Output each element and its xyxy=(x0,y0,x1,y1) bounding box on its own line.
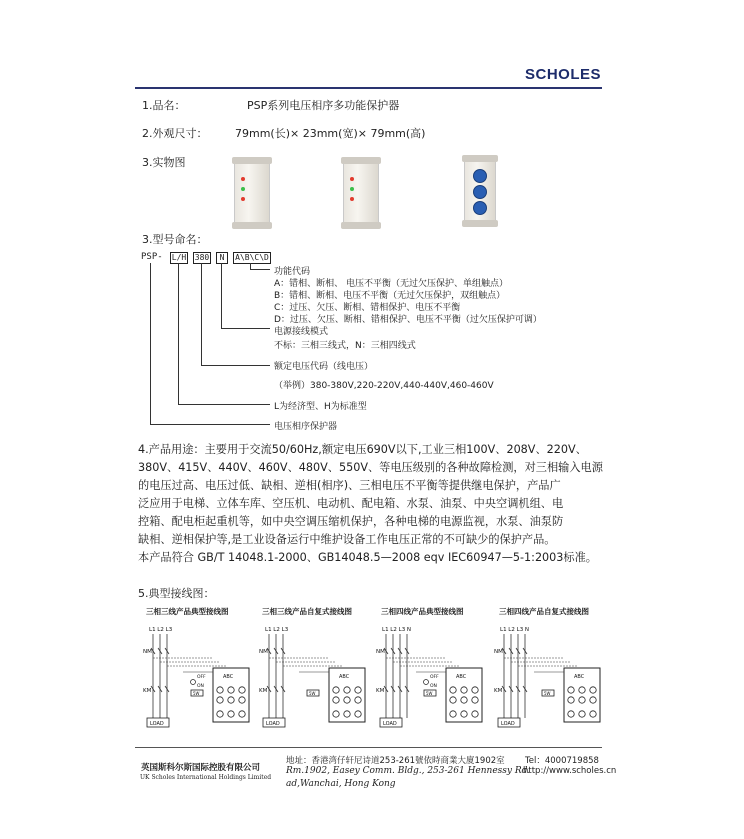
coil-label: 5W xyxy=(426,691,433,696)
model-box-function: A\B\C\D xyxy=(233,252,271,264)
on-label: ON xyxy=(430,684,437,689)
usage-line-7: 本产品符合 GB/T 14048.1-2000、GB14048.5—2008 eqv IEC60947—5-1:2003标准。 xyxy=(138,551,597,564)
connector-line xyxy=(201,263,202,365)
on-label: ON xyxy=(197,684,204,689)
model-box-voltage: 380 xyxy=(194,253,210,262)
wiring-title: 电源接线模式 xyxy=(274,327,329,337)
connector-line xyxy=(221,328,270,329)
photo-label: 3.实物图 xyxy=(142,156,186,169)
usage-line-5: 控箱、配电柜起重机等，如中央空调压缩机保护，各种电梯的电源监视，水泵、油泵防 xyxy=(138,515,564,528)
usage-line-3: 的电压过高、电压过低、缺相、逆相(相序)、三相电压不平衡等提供继电保护，产品广 xyxy=(138,479,561,492)
dim-value: 79mm(长)× 23mm(宽)× 79mm(高) xyxy=(235,127,426,140)
coil-label: 5W xyxy=(309,691,316,696)
connector-line xyxy=(150,263,151,424)
km-label: KM xyxy=(143,688,152,694)
product-photo-1 xyxy=(234,160,270,226)
footer-web[interactable]: http://www.scholes.cn xyxy=(523,766,617,776)
phase-labels: L1 L2 L3 xyxy=(265,627,289,633)
product-desc: 电压相序保护器 xyxy=(274,422,338,432)
wiring-diagram-2 xyxy=(259,620,371,732)
connector-line xyxy=(201,365,270,366)
footer-company-cn: 英国斯科尔斯国际控股有限公司 xyxy=(141,763,261,773)
diagram-section-label: 5.典型接线图： xyxy=(138,587,215,600)
km-label: KM xyxy=(259,688,268,694)
wiring-desc: 不标：三相三线式，N：三相四线式 xyxy=(274,341,416,351)
device-label: ABC xyxy=(574,674,585,680)
connector-line xyxy=(150,424,270,425)
footer-address-cn: 地址：香港湾仔轩尼诗道253-261號依時商業大廈1902室 xyxy=(286,756,505,766)
diagram-title-1: 三相三线产品典型接线图 xyxy=(146,607,229,616)
device-label: ABC xyxy=(339,674,350,680)
coil-label: 5W xyxy=(193,691,200,696)
footer-divider xyxy=(135,747,602,748)
func-a: A：错相、断相、 电压不平衡（无过欠压保护、单组触点） xyxy=(274,279,509,289)
switch-icon xyxy=(191,680,196,685)
footer-company-en: UK Scholes International Holdings Limited xyxy=(140,774,272,781)
coil-label: 5W xyxy=(544,691,551,696)
load-label: LOAD xyxy=(501,721,515,727)
connector-line xyxy=(221,263,222,328)
nm-label: NM xyxy=(143,649,152,655)
nm-label: NM xyxy=(376,649,385,655)
usage-line-4: 泛应用于电梯、立体车库、空压机、电动机、配电箱、水泵、油泵、中央空调机组、电 xyxy=(138,497,564,510)
phase-labels: L1 L2 L3 N xyxy=(500,627,530,633)
usage-line-1: 4.产品用途：主要用于交流50/60Hz,额定电压690V以下,工业三相100V、208V、220V、 xyxy=(138,443,587,456)
km-label: KM xyxy=(376,688,385,694)
func-c: C：过压、欠压、断相、错相保护、电压不平衡 xyxy=(274,303,461,313)
type-desc: L为经济型、H为标准型 xyxy=(274,402,367,412)
func-b: B：错相、断相、电压不平衡（无过欠压保护，双组触点） xyxy=(274,291,506,301)
load-label: LOAD xyxy=(383,721,397,727)
connector-line xyxy=(178,263,179,404)
km-label: KM xyxy=(494,688,503,694)
nm-label: NM xyxy=(259,649,268,655)
model-label: 3.型号命名： xyxy=(142,233,208,246)
model-box-type: L/H xyxy=(171,253,187,262)
connector-line xyxy=(250,269,270,270)
connector-line xyxy=(178,404,270,405)
usage-line-6: 缺相、逆相保护等,是工业设备运行中维护设备工作电压正常的不可缺少的保护产品。 xyxy=(138,533,556,546)
load-label: LOAD xyxy=(150,721,164,727)
func-title: 功能代码 xyxy=(274,267,311,277)
model-box-wiring: N xyxy=(216,252,228,264)
phase-labels: L1 L2 L3 xyxy=(149,627,173,633)
switch-icon xyxy=(424,680,429,685)
device-label: ABC xyxy=(223,674,234,680)
load-label: LOAD xyxy=(266,721,280,727)
off-label: OFF xyxy=(197,675,206,680)
wiring-diagram-1 xyxy=(143,620,255,732)
diagram-title-4: 三相四线产品自复式接线图 xyxy=(499,607,589,616)
footer-address-en-1: Rm.1902, Easey Comm. Bldg., 253-261 Hennessy Rd. xyxy=(286,766,531,776)
brand-logo: SCHOLES xyxy=(524,66,601,83)
usage-line-2: 380V、415V、440V、460V、480V、550V、等电压级别的各种故障检测，对三相输入电源 xyxy=(138,461,603,474)
header-divider xyxy=(135,87,602,89)
off-label: OFF xyxy=(430,675,439,680)
diagram-title-3: 三相四线产品典型接线图 xyxy=(381,607,464,616)
footer-tel: Tel：4000719858 xyxy=(525,756,599,766)
device-label: ABC xyxy=(456,674,467,680)
wiring-diagram-3 xyxy=(376,620,488,732)
product-photo-3 xyxy=(464,158,496,224)
name-value: PSP系列电压相序多功能保护器 xyxy=(247,99,400,112)
func-d: D：过压、欠压、断相、错相保护、电压不平衡（过欠压保护可调） xyxy=(274,315,542,325)
name-label: 1.品名： xyxy=(142,99,186,112)
phase-labels: L1 L2 L3 N xyxy=(382,627,412,633)
product-photo-2 xyxy=(343,160,379,226)
nm-label: NM xyxy=(494,649,503,655)
model-prefix: PSP- xyxy=(141,252,163,262)
footer-address-en-2: ad,Wanchai, Hong Kong xyxy=(286,779,396,789)
diagram-title-2: 三相三线产品自复式接线图 xyxy=(262,607,352,616)
dim-label: 2.外观尺寸： xyxy=(142,127,208,140)
wiring-diagram-4 xyxy=(494,620,606,732)
voltage-title: 额定电压代码（线电压） xyxy=(274,362,374,372)
voltage-examples: （举例）380-380V,220-220V,440-440V,460-460V xyxy=(274,381,494,391)
